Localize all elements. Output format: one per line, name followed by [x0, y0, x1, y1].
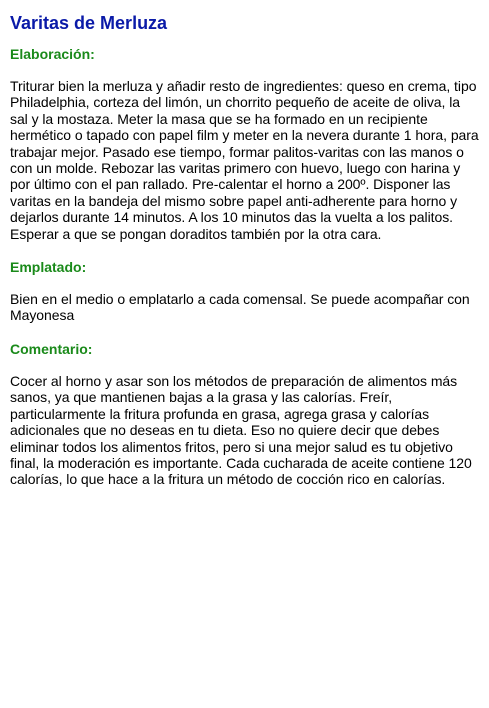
section-heading-comentario: Comentario: [10, 340, 93, 357]
section-body-elaboracion: Triturar bien la merluza y añadir resto de ingredientes: queso en crema, tipo Philadelphia, corteza del limón, un chorrito pequeño de aceite de oliva, la sal y la mostaza. Meter la masa que se ha formado en un recipiente hermético o tapado con papel film y meter en la nevera durante 1 hora, para trabajar mejor. Pasado ese tiempo, formar palitos-varitas con las manos o con un molde. Rebozar las varitas primero con huevo, luego con harina y por último con el pan rallado. Pre-calentar el horno a 200º. Disponer las varitas en la bandeja del mismo sobre papel anti-adherente para horno y dejarlos durante 14 minutos. A los 10 minutos das la vuelta a los palitos. Esperar a que se pongan doraditos también por la otra cara. [10, 78, 479, 242]
section-heading-emplatado: Emplatado: [10, 259, 87, 276]
section-elaboracion [10, 46, 479, 242]
section-body-emplatado: Bien en el medio o emplatarlo a cada comensal. Se puede acompañar con Mayonesa [10, 291, 470, 324]
section-body-comentario: Cocer al horno y asar son los métodos de preparación de alimentos más sanos, ya que mantienen bajas a la grasa y las calorías. Freír, particularmente la fritura profunda en grasa, agrega grasa y calorías adicionales que no deseas en tu dieta. Eso no quiere decir que debes eliminar todos los alimentos fritos, pero si una mejor salud es tu objetivo final, la moderación es importante. Cada cucharada de aceite contiene 120 calorías, lo que hace a la fritura un método de cocción rico en calorías. [10, 372, 472, 488]
section-emplatado [10, 259, 479, 324]
page-title: Varitas de Merluza [10, 13, 168, 33]
section-comentario [10, 341, 479, 488]
section-heading-elaboracion: Elaboración: [10, 46, 95, 62]
